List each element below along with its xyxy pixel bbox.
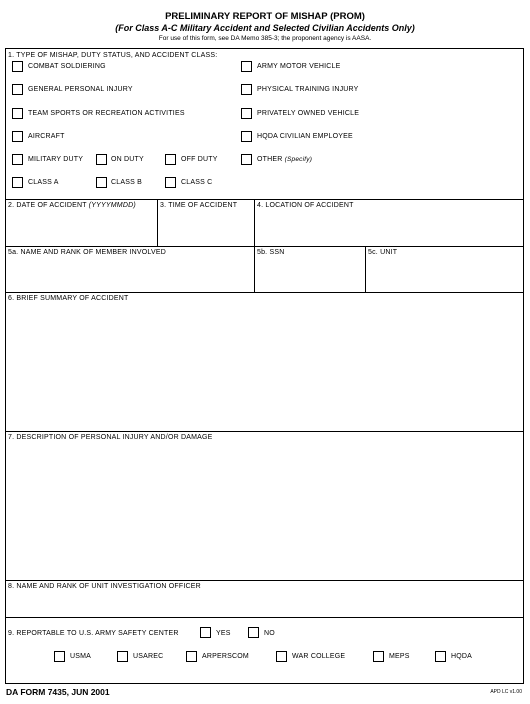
date-of-accident-field[interactable] — [6, 212, 156, 245]
member-name-rank-label: 5a. NAME AND RANK OF MEMBER INVOLVED — [8, 249, 166, 256]
army-motor-vehicle-label: ARMY MOTOR VEHICLE — [257, 63, 341, 70]
injury-damage-label: 7. DESCRIPTION OF PERSONAL INJURY AND/OR DAMAGE — [8, 434, 213, 441]
checkbox-aircraft[interactable] — [12, 131, 23, 142]
usma-label: USMA — [70, 653, 92, 660]
checkbox-class-a[interactable] — [12, 177, 23, 188]
form-version: APD LC v1.00 — [490, 689, 522, 695]
hqda-civilian-employee-label: HQDA CIVILIAN EMPLOYEE — [257, 133, 353, 140]
checkbox-off-duty[interactable] — [165, 154, 176, 165]
date-format-hint: (YYYYMMDD) — [88, 202, 136, 209]
injury-damage-field[interactable] — [6, 444, 523, 579]
other-specify-hint: (Specify) — [284, 156, 313, 163]
checkbox-usma[interactable] — [54, 651, 65, 662]
off-duty-label: OFF DUTY — [181, 156, 218, 163]
checkbox-class-c[interactable] — [165, 177, 176, 188]
checkbox-class-b[interactable] — [96, 177, 107, 188]
checkbox-other[interactable] — [241, 154, 252, 165]
checkbox-team-sports[interactable] — [12, 108, 23, 119]
investigation-officer-label: 8. NAME AND RANK OF UNIT INVESTIGATION OFFICER — [8, 583, 201, 590]
meps-label: MEPS — [389, 653, 410, 660]
divider — [5, 617, 524, 618]
form-note: For use of this form, see DA Memo 385-3; the proponent agency is AASA. — [158, 35, 372, 42]
class-b-label: CLASS B — [111, 179, 142, 186]
military-duty-label: MILITARY DUTY — [28, 156, 84, 163]
checkbox-usarec[interactable] — [117, 651, 128, 662]
checkbox-military-duty[interactable] — [12, 154, 23, 165]
usarec-label: USAREC — [133, 653, 164, 660]
general-personal-injury-label: GENERAL PERSONAL INJURY — [28, 86, 133, 93]
checkbox-combat-soldiering[interactable] — [12, 61, 23, 72]
on-duty-label: ON DUTY — [111, 156, 144, 163]
checkbox-meps[interactable] — [373, 651, 384, 662]
class-c-label: CLASS C — [181, 179, 213, 186]
reportable-label: 9. REPORTABLE TO U.S. ARMY SAFETY CENTER — [8, 630, 179, 637]
checkbox-privately-owned-vehicle[interactable] — [241, 108, 252, 119]
checkbox-army-motor-vehicle[interactable] — [241, 61, 252, 72]
checkbox-hqda[interactable] — [435, 651, 446, 662]
unit-field[interactable] — [366, 259, 523, 291]
checkbox-arperscom[interactable] — [186, 651, 197, 662]
investigation-officer-field[interactable] — [6, 593, 523, 616]
privately-owned-vehicle-label: PRIVATELY OWNED VEHICLE — [257, 110, 360, 117]
brief-summary-label: 6. BRIEF SUMMARY OF ACCIDENT — [8, 295, 129, 302]
checkbox-no[interactable] — [248, 627, 259, 638]
hqda-label: HQDA — [451, 653, 473, 660]
team-sports-label: TEAM SPORTS OR RECREATION ACTIVITIES — [28, 110, 185, 117]
checkbox-war-college[interactable] — [276, 651, 287, 662]
checkbox-yes[interactable] — [200, 627, 211, 638]
unit-label: 5c. UNIT — [368, 249, 398, 256]
location-of-accident-label: 4. LOCATION OF ACCIDENT — [257, 202, 354, 209]
war-college-label: WAR COLLEGE — [292, 653, 346, 660]
class-a-label: CLASS A — [28, 179, 59, 186]
no-label: NO — [264, 630, 275, 637]
other-label — [257, 156, 312, 163]
section1-label: 1. TYPE OF MISHAP, DUTY STATUS, AND ACCIDENT CLASS: — [8, 52, 218, 59]
arperscom-label: ARPERSCOM — [202, 653, 249, 660]
divider — [5, 292, 524, 293]
divider — [5, 431, 524, 432]
combat-soldiering-label: COMBAT SOLDIERING — [28, 63, 106, 70]
checkbox-general-personal-injury[interactable] — [12, 84, 23, 95]
aircraft-label: AIRCRAFT — [28, 133, 65, 140]
other-text: OTHER — [257, 156, 283, 163]
checkbox-hqda-civilian-employee[interactable] — [241, 131, 252, 142]
time-of-accident-label: 3. TIME OF ACCIDENT — [160, 202, 238, 209]
ssn-field[interactable] — [255, 259, 364, 291]
checkbox-physical-training-injury[interactable] — [241, 84, 252, 95]
form-id: DA FORM 7435, JUN 2001 — [6, 687, 110, 697]
date-label-text: 2. DATE OF ACCIDENT — [8, 202, 87, 209]
checkbox-on-duty[interactable] — [96, 154, 107, 165]
form-title: PRELIMINARY REPORT OF MISHAP (PROM) — [165, 11, 365, 22]
location-of-accident-field[interactable] — [255, 212, 523, 245]
divider — [5, 580, 524, 581]
member-name-rank-field[interactable] — [6, 259, 253, 291]
divider — [5, 199, 524, 200]
yes-label: YES — [216, 630, 231, 637]
physical-training-injury-label: PHYSICAL TRAINING INJURY — [257, 86, 359, 93]
brief-summary-field[interactable] — [6, 305, 523, 430]
form-subtitle: (For Class A-C Military Accident and Selected Civilian Accidents Only) — [115, 23, 415, 33]
divider — [5, 246, 524, 247]
time-of-accident-field[interactable] — [158, 212, 253, 245]
date-of-accident-label — [8, 202, 136, 209]
ssn-label: 5b. SSN — [257, 249, 285, 256]
